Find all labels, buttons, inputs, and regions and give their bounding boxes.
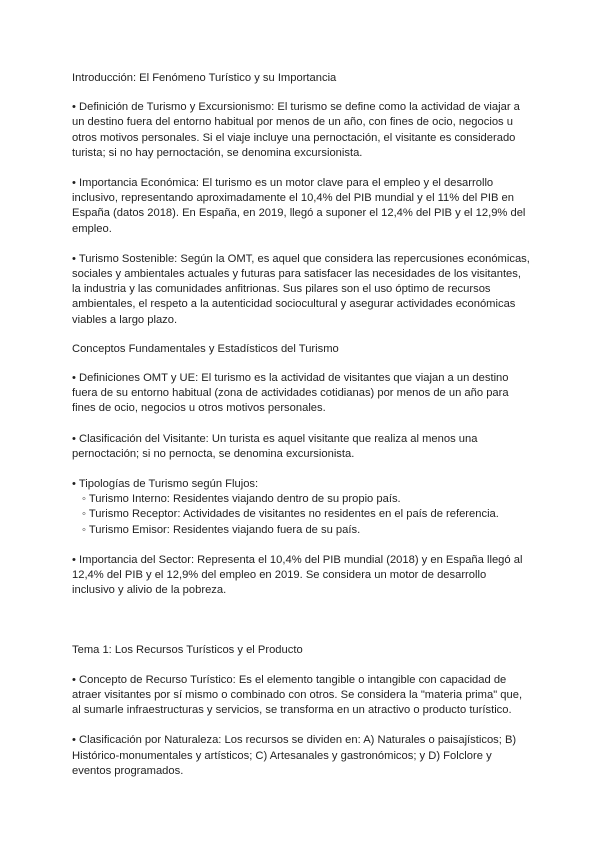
paragraph-importancia-sector: • Importancia del Sector: Representa el 10,4% del PIB mundial (2018) y en España llegó al 12,4% del PIB y el 12,9% del empleo en 2019. Se considera un motor de desarrollo inclusivo y alivio de la pobreza. — [72, 553, 523, 597]
section-heading-introduccion: Introducción: El Fenómeno Turístico y su Importancia — [72, 72, 337, 84]
paragraph-tipologias: • Tipologías de Turismo según Flujos: — [72, 478, 259, 491]
document-page — [72, 71, 530, 779]
section-heading-tema1: Tema 1: Los Recursos Turísticos y el Producto — [72, 644, 303, 657]
paragraph-definiciones-omt: • Definiciones OMT y UE: El turismo es la actividad de visitantes que viajan a un destino fuera de su entorno habitual (zona de actividades cotidianas) por menos de un año para fines de ocio, negocios u otros motivos personales. — [72, 372, 509, 415]
paragraph-clasificacion-visitante: • Clasificación del Visitante: Un turista es aquel visitante que realiza al menos una pernoctación; si no pernocta, se denomina excursionista. — [72, 432, 478, 460]
list-item-turismo-receptor: ◦ Turismo Receptor: Actividades de visitantes no residentes en el país de referencia. — [82, 508, 499, 521]
paragraph-definicion-turismo: • Definición de Turismo y Excursionismo: El turismo se define como la actividad de viajar a un destino fuera del entorno habitual por menos de un año, con fines de ocio, negocios u otros motivos personales. Si el viaje incluye una pernoctación, el visitante es considerado turista; si no hay pernoctación, se denomina excursionista. — [72, 101, 520, 159]
list-item-turismo-interno: ◦ Turismo Interno: Residentes viajando dentro de su propio país. — [82, 493, 401, 506]
list-item-turismo-emisor: ◦ Turismo Emisor: Residentes viajando fuera de su país. — [82, 523, 361, 536]
paragraph-clasificacion-naturaleza: • Clasificación por Naturaleza: Los recursos se dividen en: A) Naturales o paisajísticos; B) Histórico-monumentales y artísticos; C) Artesanales y gastronómicos; y D) Folclore y eventos programados. — [72, 734, 517, 777]
paragraph-importancia-economica: • Importancia Económica: El turismo es un motor clave para el empleo y el desarrollo inclusivo, representando aproximadamente el 10,4% del PIB mundial y el 11% del PIB en España (datos 2018). En España, en 2019, llegó a suponer el 12,4% del PIB y el 12,9% del empleo. — [72, 177, 526, 235]
section-heading-conceptos: Conceptos Fundamentales y Estadísticos del Turismo — [72, 342, 339, 355]
paragraph-recurso-turistico: • Concepto de Recurso Turístico: Es el elemento tangible o intangible con capacidad de atraer visitantes por sí mismo o combinado con otros. Se considera la "materia prima" que, al sumarle infraestructuras y servicios, se transforma en un atractivo o producto turístico. — [72, 673, 523, 717]
paragraph-turismo-sostenible: • Turismo Sostenible: Según la OMT, es aquel que considera las repercusiones económicas, sociales y ambientales actuales y futuras para satisfacer las necesidades de los visitantes, la industria y las comunidades anfitrionas. Sus pilares son el uso óptimo de recursos ambientales, el respeto a la autenticidad sociocultural y asegurar actividades económicas viables a largo plazo. — [72, 252, 530, 326]
